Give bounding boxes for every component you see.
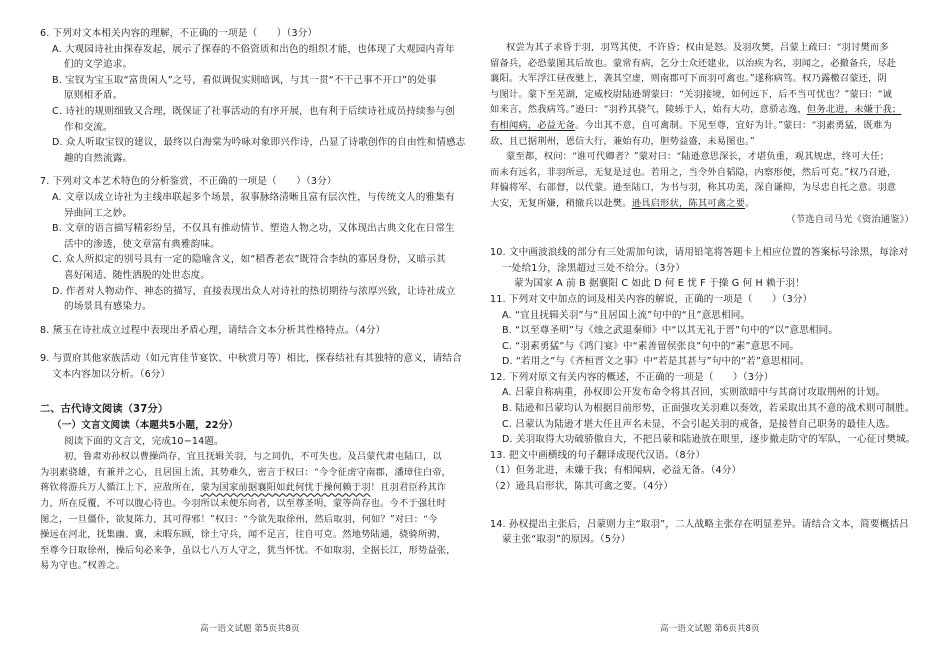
passage-line: 而未有远名，非羽所忌，无复是过也。若用之，当令外自韬隐，内察形便，然后可克。”权乃召逊， — [490, 166, 897, 178]
q7-option-c-cont: 喜好闲适、随性洒脱的处世态度。 — [64, 269, 211, 281]
passage-intro: 阅读下面的文言文，完成10−14题。 — [64, 435, 224, 447]
subsection-heading: （一）文言文阅读（本题共5小题，22分） — [52, 420, 239, 432]
passage-source: （节选自司马光《资治通鉴》） — [786, 213, 914, 225]
question-14 — [490, 517, 920, 548]
question-6 — [40, 26, 470, 166]
q6-option-b-cont: 原则相矛盾。 — [64, 90, 123, 102]
question-13 — [490, 448, 920, 495]
q6-option-d: D. 众人听取宝钗的建议，最终以白海棠为吟咏对象即兴作诗，凸显了诗歌创作的自由性和情感志 — [52, 137, 466, 149]
q10-options: 蒙为国家 A 前 B 据襄阳 C 如此 D 何 E 忧 F 于操 G 何 H 赖于羽！ — [514, 278, 805, 290]
passage-text: 蒋钦将游兵万人循江上下，应敌所在， — [40, 482, 201, 494]
q14-stem: 14. 孙权提出主张后，吕蒙则力主“取羽”，二人战略主张存在明显差异。请结合文本，简要概括吕 — [490, 518, 909, 530]
q11-option-d: D. “若用之”与《齐桓晋文之事》中“若是其甚与”句中的“若”意思相同。 — [502, 356, 810, 368]
passage-line: 留备兵，必恐蒙图其后故也。蒙常有病，乞分士众还建业，以治疾为名，羽闻之，必撤备兵，尽赴 — [490, 57, 897, 69]
passage-line: 操远在河北，抚集幽、冀，未暇东顾，徐土守兵，闻不足言，往自可克。然地势陆通，骁骑所骋， — [40, 529, 447, 541]
passage-text: 如来言，然我病笃。”逊曰：“羽矜其骁气，陵轹于人，始有大功，意骄志逸， — [490, 104, 807, 116]
q10-stem-cont: 一处给1分，涂黑超过三处不给分。（3分） — [502, 262, 686, 274]
q11-option-b: B. “以至尊圣明”与《烛之武退秦师》中“以其无礼于晋”句中的“以”意思相同。 — [502, 325, 839, 337]
passage-text: 。 — [745, 197, 755, 209]
q7-option-c: C. 众人所拟定的别号具有一定的隐喻含义，如“稻香老农”既符合李纨的寡居身份，又暗示其 — [52, 254, 446, 266]
question-11 — [490, 292, 920, 370]
q11-option-c: C. “羽素勇猛”与《鸿门宴》中“素善留侯张良”句中的“素”意思不同。 — [502, 340, 800, 352]
q9-stem-cont: 文本内容加以分析。（6分） — [52, 368, 171, 380]
q12-option-b: B. 陆逊和吕蒙均认为根据目前形势，正面强攻关羽难以奏效，若采取出其不意的战术则可制胜。 — [502, 403, 915, 415]
q6-option-d-cont: 趣的自然流露。 — [64, 152, 133, 164]
q6-option-c: C. 诗社的规则细致又合理，既保证了社事活动的有序开展，也有利于后续诗社成员持续参与创 — [52, 105, 455, 117]
q7-option-b: B. 文章的语言描写精彩纷呈，不仅具有推动情节、塑造人物之功，又体现出古典文化在日常生 — [52, 223, 455, 235]
passage-line: 权尝为其子求昏于羽，羽骂其使，不许昏；权由是怒。及羽攻樊，吕蒙上疏曰：“羽讨樊而多 — [506, 42, 889, 53]
question-8: 8. 黛玉在诗社成立过程中表现出矛盾心理，请结合文本分析其性格特点。（4分） — [40, 324, 386, 336]
q6-option-c-cont: 作和交流。 — [64, 121, 113, 133]
passage-text: ！且羽君臣矜其诈 — [370, 482, 447, 494]
q7-stem: 7. 下列对文本艺术特色的分析鉴赏，不正确的一项是（ ）（3分） — [40, 176, 337, 188]
passage-line: 力，所在反覆，不可以腹心待也。今羽所以未便东向者，以至尊圣明，蒙等尚存也。今不于强壮时 — [40, 498, 447, 510]
question-12 — [490, 370, 920, 448]
passage-line — [490, 196, 920, 212]
q10-stem: 10. 文中画波浪线的部分有三处需加句读，请用铅笔将答题卡上相应位置的答案标号涂黑，每涂对 — [490, 247, 909, 259]
classical-passage-right — [490, 40, 920, 227]
q9-stem: 9. 与贾府其他家族活动（如元宵佳节宴饮、中秋赏月等）相比，探春结社有其独特的意义，请结合 — [40, 353, 462, 365]
passage-line — [490, 118, 920, 134]
q12-option-d: D. 关羽取得大功破骄傲自大，不把吕蒙和陆逊放在眼里，逐步撤走防守的军队，一心征讨樊城。 — [502, 434, 916, 446]
question-7 — [40, 174, 470, 314]
wavy-underlined-sentence: 蒙为国家前据襄阳如此何忧于操何赖于羽 — [200, 482, 371, 494]
q11-option-a: A. “宜且抚辑关羽”与“且居国上流”句中的“且”意思相同。 — [502, 309, 751, 321]
q7-option-d-cont: 的场景具有感染力。 — [64, 301, 152, 313]
passage-text: 大安，无复所嫌，稍撤兵以赴樊。 — [490, 197, 632, 209]
passage-line: 拜偏将军、右部督，以代蒙。逊至陆口，为书与羽，称其功美，深自谦抑，为尽忠自托之意。羽意 — [490, 182, 897, 194]
q6-option-a: A. 大观园诗社由探春发起，展示了探春的不俗资质和出色的组织才能，也体现了大观园内青年 — [52, 43, 455, 55]
passage-line: 为羽素骁雄，有兼并之心，且居国上流，其势难久，密言于权曰：“今令征虏守南郡，潘璋住白帝， — [40, 466, 452, 478]
classical-passage-left — [40, 449, 470, 574]
question-10 — [490, 245, 920, 292]
passage-line: 襄阳。大军浮江昼夜驰上，袭其空虚，则南郡可下而羽可禽也。”遂称病笃。权乃露檄召蒙还，阴 — [490, 73, 888, 85]
passage-line: 敌，且已据荆州，恩信大行，兼始有功，胆势益盛，未易图也。” — [490, 135, 755, 147]
q6-option-a-cont: 们的文学追求。 — [64, 59, 133, 71]
underlined-sentence-2: 逊具启形状，陈其可禽之要 — [631, 197, 746, 209]
q13-sentence-1: （1）但务北进，未嫌于我；有相闻病，必益无备。（4分） — [490, 465, 742, 477]
section-heading: 二、古代诗文阅读（37分） — [40, 404, 169, 416]
passage-line — [490, 102, 920, 118]
right-page — [490, 40, 920, 548]
page-footer-right: 高一语文试题 第6页共8页 — [660, 624, 760, 634]
q6-stem: 6. 下列对文本相关内容的理解，不正确的一项是（ ）（3分） — [40, 28, 318, 39]
passage-line: 图之，一旦僵仆，欲复陈力，其可得邪！”权曰：“今欲先取徐州，然后取羽，何如？”对曰：“今 — [40, 513, 438, 525]
passage-line: 至尊今日取徐州，操后旬必来争，虽以七八万人守之，犹当怀忧。不如取羽，全据长江，形势益张， — [40, 544, 456, 556]
q12-option-a: A. 吕蒙自称病重，孙权即公开发布命令将其召回，实则欲暗中与其商讨攻取荆州的计划。 — [502, 387, 886, 399]
q12-stem: 12. 下列对原文有关内容的概述，不正确的一项是（ ）（3分） — [490, 371, 774, 383]
passage-line — [40, 480, 470, 496]
q7-option-a: A. 文章以成立诗社为主线串联起多个场景，叙事脉络清晰且富有层次性，与传统文人的雅集有 — [52, 191, 455, 203]
q14-stem-cont: 蒙主张“取羽”的原因。（5分） — [502, 534, 631, 546]
q7-option-a-cont: 异曲同工之妙。 — [64, 207, 133, 219]
question-9 — [40, 351, 470, 382]
q7-option-d: D. 作者对人物动作、神态的描写，直接表现出众人对诗社的热切期待与浓厚兴致，让诗社成立 — [52, 285, 456, 297]
underlined-sentence-1: 但务北进，未嫌于我； — [806, 104, 902, 116]
q6-option-b: B. 宝钗为宝玉取“富贵闲人”之号，看似调侃实则暗讽，与其一贯“不干己事不开口”的处事 — [52, 74, 437, 86]
q7-option-b-cont: 活中的渗透，使文章富有典雅韵味。 — [64, 238, 220, 250]
q11-stem: 11. 下列对文中加点的词及相关内容的解说，正确的一项是（ ）（3分） — [490, 293, 813, 305]
passage-line: 与图计。蒙下至芜湖，定威校尉陆逊谓蒙曰：“关羽接境，如何远下，后不当可忧也？”蒙曰：“诚 — [490, 88, 893, 100]
underlined-sentence-1-cont: 有相闻病，必益无备 — [490, 119, 576, 131]
q13-sentence-2: （2）逊具启形状，陈其可禽之要。（4分） — [490, 481, 674, 493]
page-footer-left: 高一语文试题 第5页共8页 — [200, 624, 300, 634]
passage-line: 初，鲁肃劝孙权以曹操尚存，宜且抚辑关羽，与之同仇，不可失也。及吕蒙代肃屯陆口，以 — [64, 451, 442, 463]
passage-line: 蒙至都，权问：“谁可代卿者？”蒙对曰：“陆逊意思深长，才堪负重，观其规虑，终可大任； — [506, 151, 890, 163]
q12-option-c: C. 吕蒙认为陆逊才堪大任且声名未显，不会引起关羽的戒备，是接替自己职务的最佳人选。 — [502, 418, 896, 430]
left-page — [40, 26, 470, 574]
passage-text: 。今出其不意，自可禽制。下见至尊，宜好为计。”蒙曰：“羽素勇猛，既难为 — [575, 119, 892, 131]
passage-line: 易为守也。”权善之。 — [40, 560, 126, 572]
q13-stem: 13. 把文中画横线的句子翻译成现代汉语。（8分） — [490, 449, 706, 461]
